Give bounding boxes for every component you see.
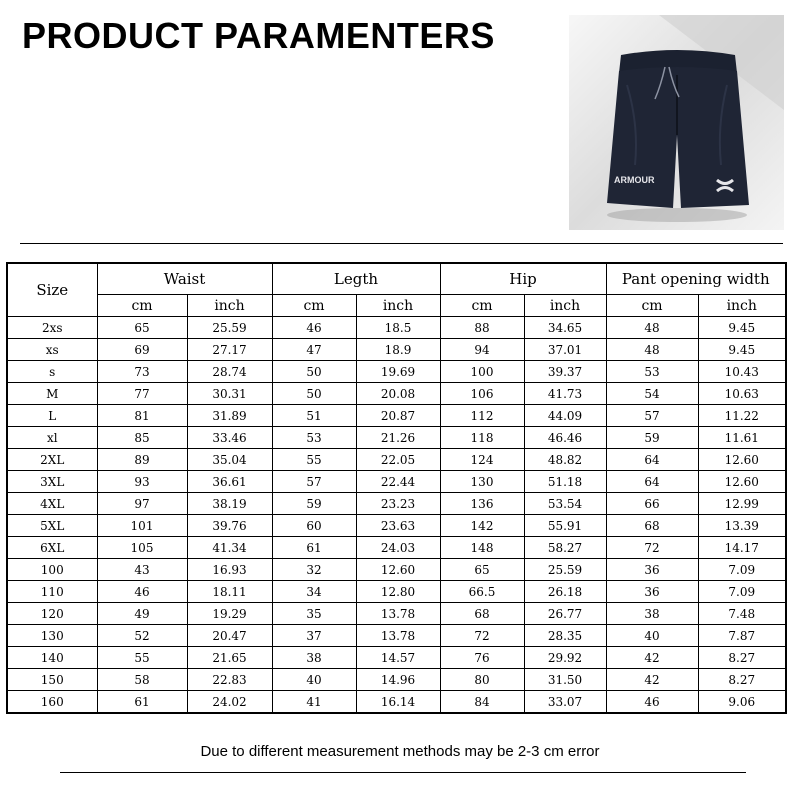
- measurement-cell: 101: [97, 515, 187, 537]
- measurement-cell: 9.06: [698, 691, 786, 714]
- page-title: PRODUCT PARAMENTERS: [22, 15, 495, 56]
- measurement-cell: 39.76: [187, 515, 272, 537]
- measurement-cell: 41.73: [524, 383, 606, 405]
- measurement-cell: 88: [440, 317, 524, 339]
- size-cell: 140: [7, 647, 97, 669]
- unit-header-inch: inch: [698, 295, 786, 317]
- measurement-cell: 21.65: [187, 647, 272, 669]
- measurement-cell: 25.59: [524, 559, 606, 581]
- measurement-cell: 42: [606, 647, 698, 669]
- measurement-cell: 58: [97, 669, 187, 691]
- measurement-cell: 51: [272, 405, 356, 427]
- size-header: Size: [7, 263, 97, 317]
- measurement-note: Due to different measurement methods may be 2-3 cm error: [200, 743, 600, 760]
- size-cell: 4XL: [7, 493, 97, 515]
- measurement-cell: 16.93: [187, 559, 272, 581]
- measurement-cell: 50: [272, 361, 356, 383]
- measurement-cell: 34: [272, 581, 356, 603]
- measurement-cell: 53.54: [524, 493, 606, 515]
- table-row: [7, 493, 786, 515]
- size-cell: 2XL: [7, 449, 97, 471]
- measurement-cell: 12.60: [698, 449, 786, 471]
- measurement-cell: 66.5: [440, 581, 524, 603]
- measurement-cell: 10.63: [698, 383, 786, 405]
- measurement-cell: 26.18: [524, 581, 606, 603]
- measurement-cell: 61: [272, 537, 356, 559]
- measurement-cell: 93: [97, 471, 187, 493]
- table-row: [7, 383, 786, 405]
- size-cell: 150: [7, 669, 97, 691]
- size-cell: L: [7, 405, 97, 427]
- divider-top: [20, 243, 783, 244]
- measurement-cell: 13.78: [356, 625, 440, 647]
- size-chart-table: [6, 262, 787, 714]
- measurement-cell: 34.65: [524, 317, 606, 339]
- table-row: [7, 317, 786, 339]
- measurement-cell: 46: [97, 581, 187, 603]
- measurement-cell: 22.44: [356, 471, 440, 493]
- measurement-cell: 48: [606, 339, 698, 361]
- divider-bottom: [60, 772, 746, 773]
- measurement-cell: 46: [272, 317, 356, 339]
- table-row: [7, 339, 786, 361]
- measurement-cell: 43: [97, 559, 187, 581]
- measurement-cell: 16.14: [356, 691, 440, 714]
- table-row: [7, 691, 786, 714]
- measurement-cell: 12.60: [698, 471, 786, 493]
- measurement-cell: 81: [97, 405, 187, 427]
- measurement-cell: 8.27: [698, 647, 786, 669]
- measurement-cell: 76: [440, 647, 524, 669]
- table-row: [7, 515, 786, 537]
- measurement-cell: 30.31: [187, 383, 272, 405]
- measurement-cell: 12.99: [698, 493, 786, 515]
- measurement-cell: 35: [272, 603, 356, 625]
- measurement-cell: 20.47: [187, 625, 272, 647]
- measurement-cell: 41: [272, 691, 356, 714]
- measurement-cell: 89: [97, 449, 187, 471]
- measurement-cell: 31.89: [187, 405, 272, 427]
- measurement-cell: 37.01: [524, 339, 606, 361]
- measurement-cell: 57: [272, 471, 356, 493]
- measurement-cell: 11.61: [698, 427, 786, 449]
- measurement-cell: 85: [97, 427, 187, 449]
- measurement-cell: 29.92: [524, 647, 606, 669]
- measurement-cell: 69: [97, 339, 187, 361]
- measurement-cell: 46: [606, 691, 698, 714]
- table-row: [7, 427, 786, 449]
- measurement-cell: 55: [272, 449, 356, 471]
- table-row: [7, 471, 786, 493]
- size-cell: xl: [7, 427, 97, 449]
- size-cell: 2xs: [7, 317, 97, 339]
- measurement-cell: 51.18: [524, 471, 606, 493]
- measurement-cell: 24.03: [356, 537, 440, 559]
- measurement-cell: 148: [440, 537, 524, 559]
- measurement-cell: 36: [606, 581, 698, 603]
- product-photo: [569, 15, 784, 230]
- measurement-cell: 97: [97, 493, 187, 515]
- pant-opening-header: Pant opening width: [606, 263, 786, 295]
- measurement-cell: 52: [97, 625, 187, 647]
- measurement-cell: 33.46: [187, 427, 272, 449]
- measurement-cell: 21.26: [356, 427, 440, 449]
- measurement-cell: 40: [272, 669, 356, 691]
- measurement-cell: 19.69: [356, 361, 440, 383]
- measurement-cell: 27.17: [187, 339, 272, 361]
- measurement-cell: 32: [272, 559, 356, 581]
- measurement-cell: 41.34: [187, 537, 272, 559]
- unit-header-cm: cm: [440, 295, 524, 317]
- measurement-cell: 65: [440, 559, 524, 581]
- size-cell: 130: [7, 625, 97, 647]
- measurement-cell: 72: [606, 537, 698, 559]
- measurement-cell: 47: [272, 339, 356, 361]
- measurement-cell: 59: [606, 427, 698, 449]
- measurement-cell: 9.45: [698, 317, 786, 339]
- measurement-cell: 57: [606, 405, 698, 427]
- size-cell: M: [7, 383, 97, 405]
- measurement-cell: 38: [272, 647, 356, 669]
- measurement-cell: 13.78: [356, 603, 440, 625]
- brand-text: ARMOUR: [614, 175, 655, 185]
- measurement-cell: 46.46: [524, 427, 606, 449]
- measurement-cell: 22.05: [356, 449, 440, 471]
- measurement-cell: 35.04: [187, 449, 272, 471]
- size-table-body: [7, 317, 786, 714]
- measurement-cell: 7.87: [698, 625, 786, 647]
- measurement-cell: 36: [606, 559, 698, 581]
- measurement-cell: 53: [272, 427, 356, 449]
- measurement-cell: 13.39: [698, 515, 786, 537]
- measurement-cell: 48.82: [524, 449, 606, 471]
- measurement-cell: 7.09: [698, 581, 786, 603]
- measurement-cell: 55.91: [524, 515, 606, 537]
- shorts-image: [569, 15, 784, 230]
- measurement-cell: 49: [97, 603, 187, 625]
- measurement-cell: 124: [440, 449, 524, 471]
- measurement-cell: 58.27: [524, 537, 606, 559]
- table-row: [7, 647, 786, 669]
- measurement-cell: 10.43: [698, 361, 786, 383]
- table-row: [7, 669, 786, 691]
- measurement-cell: 105: [97, 537, 187, 559]
- measurement-cell: 14.17: [698, 537, 786, 559]
- measurement-cell: 18.5: [356, 317, 440, 339]
- length-header: Legth: [272, 263, 440, 295]
- measurement-cell: 84: [440, 691, 524, 714]
- measurement-cell: 118: [440, 427, 524, 449]
- measurement-cell: 23.63: [356, 515, 440, 537]
- unit-header-cm: cm: [606, 295, 698, 317]
- measurement-cell: 37: [272, 625, 356, 647]
- measurement-cell: 20.87: [356, 405, 440, 427]
- measurement-cell: 22.83: [187, 669, 272, 691]
- measurement-cell: 55: [97, 647, 187, 669]
- size-cell: xs: [7, 339, 97, 361]
- measurement-cell: 12.80: [356, 581, 440, 603]
- measurement-cell: 19.29: [187, 603, 272, 625]
- measurement-cell: 142: [440, 515, 524, 537]
- measurement-cell: 14.96: [356, 669, 440, 691]
- measurement-cell: 136: [440, 493, 524, 515]
- measurement-cell: 106: [440, 383, 524, 405]
- measurement-cell: 50: [272, 383, 356, 405]
- measurement-cell: 7.09: [698, 559, 786, 581]
- measurement-cell: 44.09: [524, 405, 606, 427]
- size-cell: 100: [7, 559, 97, 581]
- measurement-cell: 11.22: [698, 405, 786, 427]
- size-cell: 120: [7, 603, 97, 625]
- table-row: [7, 537, 786, 559]
- measurement-cell: 14.57: [356, 647, 440, 669]
- measurement-cell: 40: [606, 625, 698, 647]
- measurement-cell: 38.19: [187, 493, 272, 515]
- waist-header: Waist: [97, 263, 272, 295]
- measurement-cell: 64: [606, 471, 698, 493]
- measurement-cell: 80: [440, 669, 524, 691]
- measurement-cell: 23.23: [356, 493, 440, 515]
- measurement-cell: 28.35: [524, 625, 606, 647]
- table-row: [7, 449, 786, 471]
- measurement-cell: 36.61: [187, 471, 272, 493]
- measurement-cell: 72: [440, 625, 524, 647]
- measurement-cell: 100: [440, 361, 524, 383]
- measurement-cell: 68: [440, 603, 524, 625]
- measurement-cell: 33.07: [524, 691, 606, 714]
- unit-header-inch: inch: [524, 295, 606, 317]
- measurement-cell: 7.48: [698, 603, 786, 625]
- measurement-cell: 38: [606, 603, 698, 625]
- measurement-cell: 77: [97, 383, 187, 405]
- measurement-cell: 66: [606, 493, 698, 515]
- size-cell: 5XL: [7, 515, 97, 537]
- measurement-cell: 12.60: [356, 559, 440, 581]
- measurement-cell: 53: [606, 361, 698, 383]
- measurement-cell: 9.45: [698, 339, 786, 361]
- measurement-cell: 54: [606, 383, 698, 405]
- unit-header-inch: inch: [356, 295, 440, 317]
- measurement-cell: 94: [440, 339, 524, 361]
- size-cell: 110: [7, 581, 97, 603]
- measurement-cell: 61: [97, 691, 187, 714]
- table-row: [7, 603, 786, 625]
- measurement-cell: 68: [606, 515, 698, 537]
- measurement-cell: 112: [440, 405, 524, 427]
- unit-header-cm: cm: [97, 295, 187, 317]
- measurement-cell: 26.77: [524, 603, 606, 625]
- measurement-cell: 18.9: [356, 339, 440, 361]
- size-cell: 6XL: [7, 537, 97, 559]
- measurement-cell: 42: [606, 669, 698, 691]
- measurement-cell: 18.11: [187, 581, 272, 603]
- measurement-cell: 39.37: [524, 361, 606, 383]
- measurement-cell: 65: [97, 317, 187, 339]
- measurement-cell: 59: [272, 493, 356, 515]
- measurement-cell: 48: [606, 317, 698, 339]
- measurement-cell: 25.59: [187, 317, 272, 339]
- measurement-cell: 20.08: [356, 383, 440, 405]
- size-cell: 3XL: [7, 471, 97, 493]
- measurement-cell: 64: [606, 449, 698, 471]
- size-cell: s: [7, 361, 97, 383]
- measurement-cell: 8.27: [698, 669, 786, 691]
- measurement-cell: 28.74: [187, 361, 272, 383]
- size-cell: 160: [7, 691, 97, 714]
- table-row: [7, 405, 786, 427]
- measurement-cell: 24.02: [187, 691, 272, 714]
- measurement-cell: 130: [440, 471, 524, 493]
- unit-header-inch: inch: [187, 295, 272, 317]
- measurement-cell: 73: [97, 361, 187, 383]
- table-row: [7, 581, 786, 603]
- unit-header-cm: cm: [272, 295, 356, 317]
- table-row: [7, 625, 786, 647]
- hip-header: Hip: [440, 263, 606, 295]
- measurement-cell: 60: [272, 515, 356, 537]
- table-row: [7, 361, 786, 383]
- measurement-cell: 31.50: [524, 669, 606, 691]
- table-row: [7, 559, 786, 581]
